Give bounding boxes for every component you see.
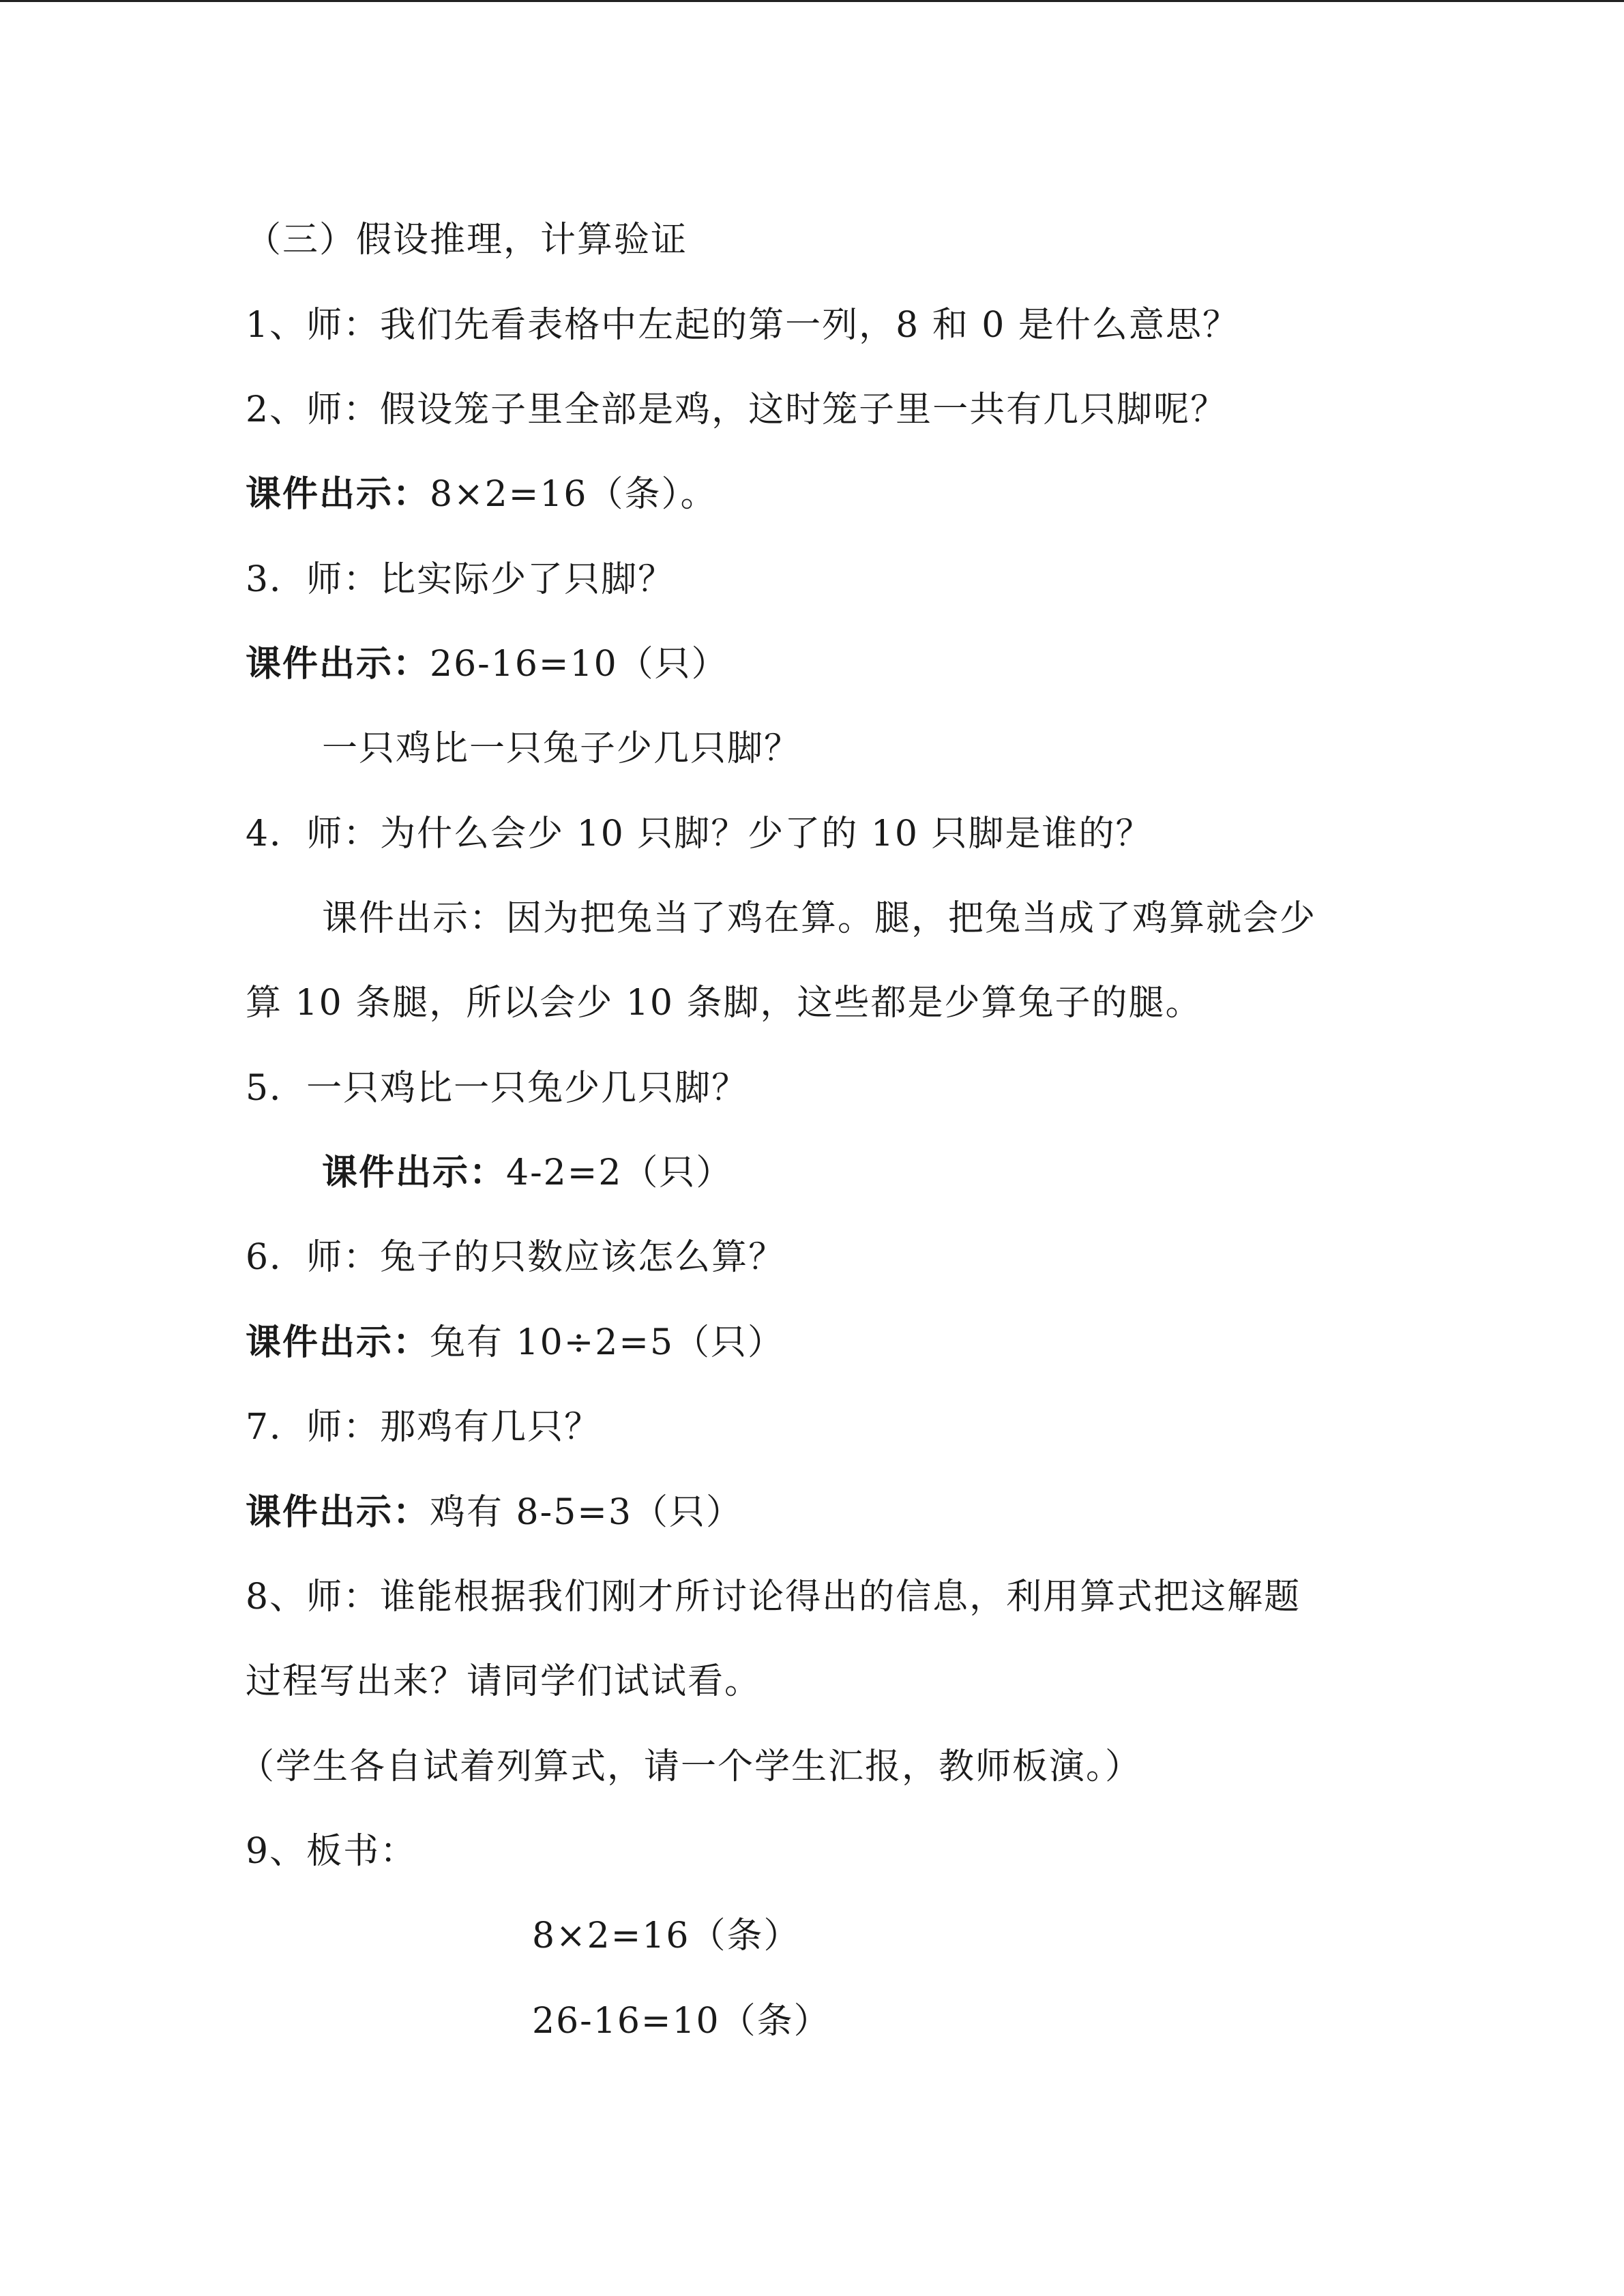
paragraph-line: 6．师：兔子的只数应该怎么算？ bbox=[246, 1237, 786, 1278]
paragraph-line bbox=[246, 642, 728, 686]
line-content: 4-2=2（只） bbox=[506, 1152, 733, 1193]
paragraph-line: 5．一只鸡比一只兔少几只脚？ bbox=[246, 1068, 749, 1109]
paragraph-line: 9、板书： bbox=[246, 1831, 417, 1872]
board-formula: 26-16=10（条） bbox=[532, 2001, 831, 2042]
line-content: 鸡有 8-5=3（只） bbox=[430, 1492, 743, 1533]
paragraph-line: 2、师：假设笼子里全部是鸡，这时笼子里一共有几只脚呢？ bbox=[246, 389, 1228, 430]
paragraph-line: 4．师：为什么会少 10 只脚？少了的 10 只脚是谁的？ bbox=[246, 814, 1153, 854]
courseware-label: 课件出示： bbox=[246, 1492, 430, 1533]
paragraph-line bbox=[246, 1491, 743, 1534]
paragraph-line: 8、师：谁能根据我们刚才所讨论得出的信息，利用算式把这解题 bbox=[246, 1577, 1301, 1617]
paragraph-line: 1、师：我们先看表格中左起的第一列，8 和 0 是什么意思？ bbox=[246, 305, 1239, 346]
line-content: 26-16=10（只） bbox=[430, 644, 728, 685]
board-formula: 8×2=16（条） bbox=[532, 1915, 801, 1956]
courseware-label: 课件出示： bbox=[246, 474, 430, 515]
top-border-rule bbox=[0, 0, 1624, 2]
paragraph-line: 过程写出来？请同学们试试看。 bbox=[246, 1661, 762, 1702]
paragraph-line: 3．师：比实际少了只脚？ bbox=[246, 559, 675, 600]
paragraph-line: 一只鸡比一只兔子少几只脚？ bbox=[322, 728, 801, 769]
courseware-label: 课件出示： bbox=[246, 1322, 430, 1363]
courseware-label: 课件出示： bbox=[322, 1152, 507, 1193]
paragraph-line bbox=[322, 1151, 733, 1195]
paragraph-line: 7．师：那鸡有几只？ bbox=[246, 1407, 602, 1448]
courseware-label: 课件出示： bbox=[246, 644, 430, 685]
paragraph-line: 课件出示：因为把兔当了鸡在算。腿，把兔当成了鸡算就会少 bbox=[322, 898, 1317, 939]
paragraph-line bbox=[246, 1321, 784, 1365]
paragraph-line bbox=[246, 473, 718, 516]
line-content: 8×2=16（条）。 bbox=[430, 474, 718, 515]
section-heading: （三）假设推理，计算验证 bbox=[246, 220, 688, 260]
paragraph-line: （学生各自试着列算式，请一个学生汇报，教师板演。） bbox=[239, 1746, 1142, 1787]
line-content: 兔有 10÷2=5（只） bbox=[430, 1322, 785, 1363]
paragraph-line: 算 10 条腿，所以会少 10 条脚，这些都是少算兔子的腿。 bbox=[246, 983, 1202, 1024]
